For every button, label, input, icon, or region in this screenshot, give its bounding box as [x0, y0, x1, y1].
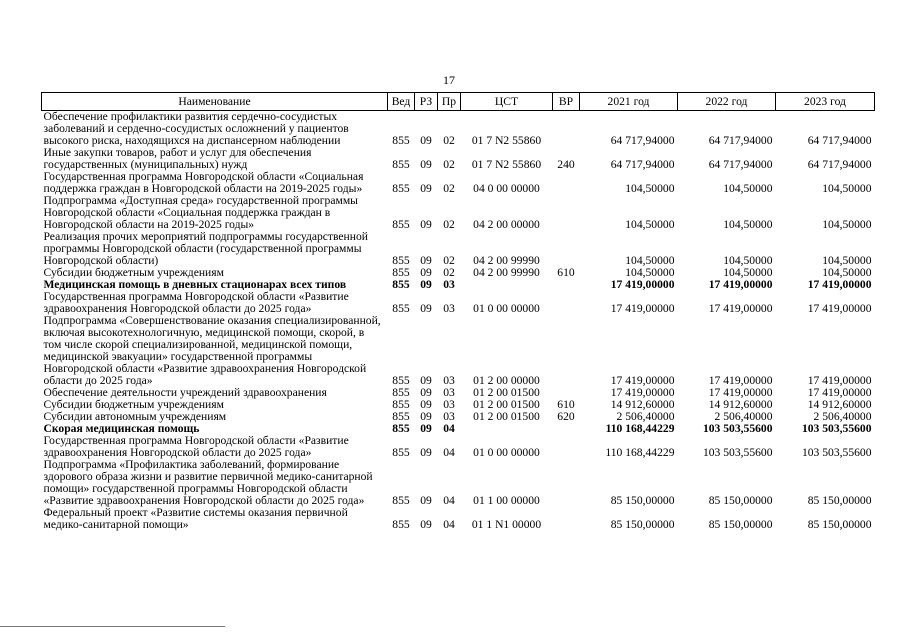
row-ved-cell: 855	[392, 182, 410, 195]
col-header-rz: РЗ	[415, 93, 438, 111]
row-2022-cell: 2 506,40000	[714, 410, 773, 423]
row-2021-cell: 85 150,00000	[610, 494, 675, 507]
row-pr-cell: 04	[443, 518, 455, 531]
table-row	[42, 459, 875, 507]
row-rz-cell: 09	[420, 446, 432, 459]
col-header-2021: 2021 год	[580, 93, 678, 111]
row-cst-cell: 01 2 00 01500	[473, 410, 540, 423]
row-cst-cell: 01 2 00 01500	[473, 386, 540, 399]
row-rz-cell: 09	[420, 182, 432, 195]
row-vr-cell	[553, 111, 580, 148]
row-2023-cell: 2 506,40000	[813, 410, 872, 423]
table-row	[42, 111, 875, 148]
row-rz-cell: 09	[420, 398, 432, 411]
col-header-vr: ВР	[553, 93, 580, 111]
col-header-2022: 2022 год	[678, 93, 776, 111]
row-2023-cell: 103 503,55600	[801, 446, 872, 459]
row-ved-cell: 855	[392, 266, 410, 279]
col-header-ved: Вед	[388, 93, 415, 111]
row-ved-cell: 855	[392, 410, 410, 423]
row-2021-cell: 110 168,44229	[605, 422, 675, 435]
table-row	[42, 195, 875, 231]
row-rz-cell: 09	[420, 134, 432, 147]
row-ved-cell: 855	[392, 374, 410, 387]
row-name-cell: Федеральный проект «Развитие системы оказания первичной медико-санитарной помощи»	[43, 506, 348, 531]
row-2023-cell: 64 717,94000	[807, 158, 872, 171]
row-2021-cell: 17 419,00000	[610, 302, 675, 315]
row-vr-cell	[553, 435, 580, 459]
table-row	[42, 291, 875, 315]
row-2023-cell: 85 150,00000	[807, 518, 872, 531]
row-ved-cell: 855	[392, 518, 410, 531]
row-name-cell: Государственная программа Новгородской области «Развитие здравоохранения Новгородской области до 2025 года»	[43, 290, 349, 315]
row-cst-cell	[461, 423, 553, 435]
row-rz-cell: 09	[420, 386, 432, 399]
row-ved-cell: 855	[392, 302, 410, 315]
row-2022-cell: 104,50000	[723, 254, 773, 267]
row-2022-cell: 14 912,60000	[708, 398, 773, 411]
row-2022-cell: 103 503,55600	[702, 446, 773, 459]
row-ved-cell: 855	[392, 386, 410, 399]
row-pr-cell: 04	[443, 422, 455, 435]
row-name-cell: Субсидии бюджетным учреждениям	[43, 398, 224, 411]
col-header-2023: 2023 год	[776, 93, 875, 111]
row-cst-cell: 01 7 N2 55860	[471, 158, 542, 171]
row-2021-cell: 104,50000	[625, 182, 675, 195]
row-2022-cell: 103 503,55600	[702, 422, 773, 435]
row-pr-cell: 02	[443, 266, 455, 279]
row-pr-cell: 03	[443, 374, 455, 387]
row-vr-cell	[553, 171, 580, 195]
row-vr-cell: 620	[557, 410, 575, 423]
row-ved-cell: 855	[392, 422, 410, 435]
row-pr-cell: 02	[443, 158, 455, 171]
row-2021-cell: 104,50000	[625, 254, 675, 267]
row-cst-cell: 04 2 00 99990	[473, 254, 540, 267]
row-pr-cell: 02	[443, 218, 455, 231]
row-rz-cell: 09	[420, 374, 432, 387]
row-2023-cell: 104,50000	[822, 182, 872, 195]
row-cst-cell: 01 2 00 00000	[473, 374, 540, 387]
row-2021-cell: 17 419,00000	[610, 374, 675, 387]
row-rz-cell: 09	[420, 518, 432, 531]
row-2021-cell: 110 168,44229	[605, 446, 675, 459]
row-vr-cell	[553, 459, 580, 507]
row-vr-cell	[553, 315, 580, 387]
row-2021-cell: 85 150,00000	[610, 518, 675, 531]
row-vr-cell	[553, 291, 580, 315]
row-rz-cell: 09	[420, 278, 432, 291]
row-2021-cell: 2 506,40000	[616, 410, 675, 423]
row-pr-cell: 03	[443, 386, 455, 399]
row-cst-cell: 04 2 00 00000	[473, 218, 540, 231]
row-rz-cell: 09	[420, 494, 432, 507]
row-name-cell: Субсидии бюджетным учреждениям	[43, 266, 224, 279]
page-number: 17	[443, 73, 455, 87]
row-cst-cell: 04 2 00 99990	[473, 266, 540, 279]
row-2021-cell: 104,50000	[625, 218, 675, 231]
row-ved-cell: 855	[392, 158, 410, 171]
row-cst-cell	[461, 279, 553, 291]
row-2022-cell: 104,50000	[723, 182, 773, 195]
budget-table	[41, 92, 875, 531]
row-2021-cell: 14 912,60000	[610, 398, 675, 411]
row-2023-cell: 104,50000	[822, 266, 872, 279]
row-2023-cell: 17 419,00000	[807, 386, 872, 399]
row-pr-cell: 03	[443, 278, 455, 291]
row-ved-cell: 855	[392, 494, 410, 507]
row-vr-cell: 240	[557, 158, 575, 171]
row-ved-cell: 855	[392, 218, 410, 231]
row-name-cell: Государственная программа Новгородской области «Развитие здравоохранения Новгородской области до 2025 года»	[43, 434, 349, 459]
table-header-row	[42, 93, 875, 111]
row-pr-cell: 04	[443, 446, 455, 459]
row-vr-cell: 610	[557, 398, 575, 411]
row-name-cell: Подпрограмма «Профилактика заболеваний, формирование здорового образа жизни и развитие первичной медико-санитарной помощи» государственной программы Новгородской области «Развитие здравоохранения Новгородской области до 2025 года»	[43, 458, 373, 507]
row-2023-cell: 14 912,60000	[807, 398, 872, 411]
row-2022-cell: 17 419,00000	[708, 302, 773, 315]
row-vr-cell	[553, 231, 580, 267]
table-row	[42, 231, 875, 267]
row-rz-cell: 09	[420, 302, 432, 315]
table-row	[42, 507, 875, 531]
row-2023-cell: 17 419,00000	[807, 302, 872, 315]
row-2022-cell: 85 150,00000	[708, 518, 773, 531]
row-rz-cell: 09	[420, 158, 432, 171]
row-2023-cell: 17 419,00000	[807, 374, 872, 387]
row-pr-cell: 04	[443, 494, 455, 507]
row-2021-cell: 104,50000	[625, 266, 675, 279]
row-2023-cell: 64 717,94000	[807, 134, 872, 147]
row-2021-cell: 17 419,00000	[610, 278, 675, 291]
footer-divider	[0, 626, 225, 627]
row-pr-cell: 03	[443, 410, 455, 423]
row-2022-cell: 85 150,00000	[708, 494, 773, 507]
table-row	[42, 315, 875, 387]
row-rz-cell: 09	[420, 266, 432, 279]
row-name-cell: Медицинская помощь в дневных стационарах всех типов	[43, 278, 347, 291]
row-ved-cell: 855	[392, 254, 410, 267]
row-2021-cell: 64 717,94000	[610, 158, 675, 171]
row-cst-cell: 01 0 00 00000	[473, 446, 540, 459]
row-ved-cell: 855	[392, 446, 410, 459]
row-pr-cell: 02	[443, 182, 455, 195]
row-2022-cell: 104,50000	[723, 218, 773, 231]
row-cst-cell: 01 1 N1 00000	[471, 518, 542, 531]
row-vr-cell	[553, 423, 580, 435]
row-vr-cell: 610	[557, 266, 575, 279]
row-rz-cell: 09	[420, 422, 432, 435]
row-2023-cell: 17 419,00000	[807, 278, 872, 291]
row-name-cell: Обеспечение профилактики развития сердечно-сосудистых заболеваний и сердечно-сосудистых осложнений у пациентов высокого риска, находящихся на диспансерном наблюдении	[43, 110, 349, 147]
row-vr-cell	[553, 507, 580, 531]
row-2022-cell: 64 717,94000	[708, 134, 773, 147]
row-ved-cell: 855	[392, 134, 410, 147]
row-rz-cell: 09	[420, 254, 432, 267]
table-row	[42, 147, 875, 171]
row-pr-cell: 03	[443, 398, 455, 411]
row-ved-cell: 855	[392, 278, 410, 291]
row-2022-cell: 17 419,00000	[708, 386, 773, 399]
row-name-cell: Иные закупки товаров, работ и услуг для обеспечения государственных (муниципальных) нужд	[43, 146, 312, 171]
row-2023-cell: 104,50000	[822, 218, 872, 231]
row-name-cell: Государственная программа Новгородской области «Социальная поддержка граждан в Новгородской области на 2019-2025 годы»	[43, 170, 364, 195]
row-2022-cell: 64 717,94000	[708, 158, 773, 171]
row-vr-cell	[553, 195, 580, 231]
row-name-cell: Подпрограмма «Доступная среда» государственной программы Новгородской области «Социальная поддержка граждан в Новгородской области на 2019-2025 годы»	[43, 194, 358, 231]
row-name-cell: Реализация прочих мероприятий подпрограммы государственной программы Новгородской области (государственной программы Новгородской области)	[43, 230, 368, 267]
row-rz-cell: 09	[420, 410, 432, 423]
row-name-cell: Скорая медицинская помощь	[43, 422, 200, 435]
col-header-pr: Пр	[438, 93, 461, 111]
row-cst-cell: 01 7 N2 55860	[471, 134, 542, 147]
row-cst-cell: 04 0 00 00000	[473, 182, 540, 195]
row-vr-cell	[553, 279, 580, 291]
row-name-cell: Субсидии автономным учреждениям	[43, 410, 227, 423]
row-ved-cell: 855	[392, 398, 410, 411]
row-name-cell: Обеспечение деятельности учреждений здравоохранения	[43, 386, 327, 399]
col-header-cst: ЦСТ	[461, 93, 553, 111]
col-header-name: Наименование	[42, 93, 388, 111]
table-row	[42, 171, 875, 195]
row-2022-cell: 17 419,00000	[708, 278, 773, 291]
table-row	[42, 435, 875, 459]
row-cst-cell: 01 2 00 01500	[473, 398, 540, 411]
row-pr-cell: 02	[443, 134, 455, 147]
row-cst-cell: 01 0 00 00000	[473, 302, 540, 315]
row-cst-cell: 01 1 00 00000	[473, 494, 540, 507]
row-2022-cell: 104,50000	[723, 266, 773, 279]
row-pr-cell: 03	[443, 302, 455, 315]
row-2022-cell: 17 419,00000	[708, 374, 773, 387]
row-2021-cell: 64 717,94000	[610, 134, 675, 147]
table-body	[42, 111, 875, 532]
row-pr-cell: 02	[443, 254, 455, 267]
row-2023-cell: 103 503,55600	[801, 422, 872, 435]
row-2021-cell: 17 419,00000	[610, 386, 675, 399]
row-name-cell: Подпрограмма «Совершенствование оказания специализированной, включая высокотехнологичную, медицинской помощи, скорой, в том числе скорой специализированной, медицинской помощи, медицинской эвакуации» государственной программы Новгородской области «Развитие здравоохранения Новгородской области до 2025 года»	[43, 314, 381, 387]
row-2023-cell: 85 150,00000	[807, 494, 872, 507]
row-2023-cell: 104,50000	[822, 254, 872, 267]
row-rz-cell: 09	[420, 218, 432, 231]
